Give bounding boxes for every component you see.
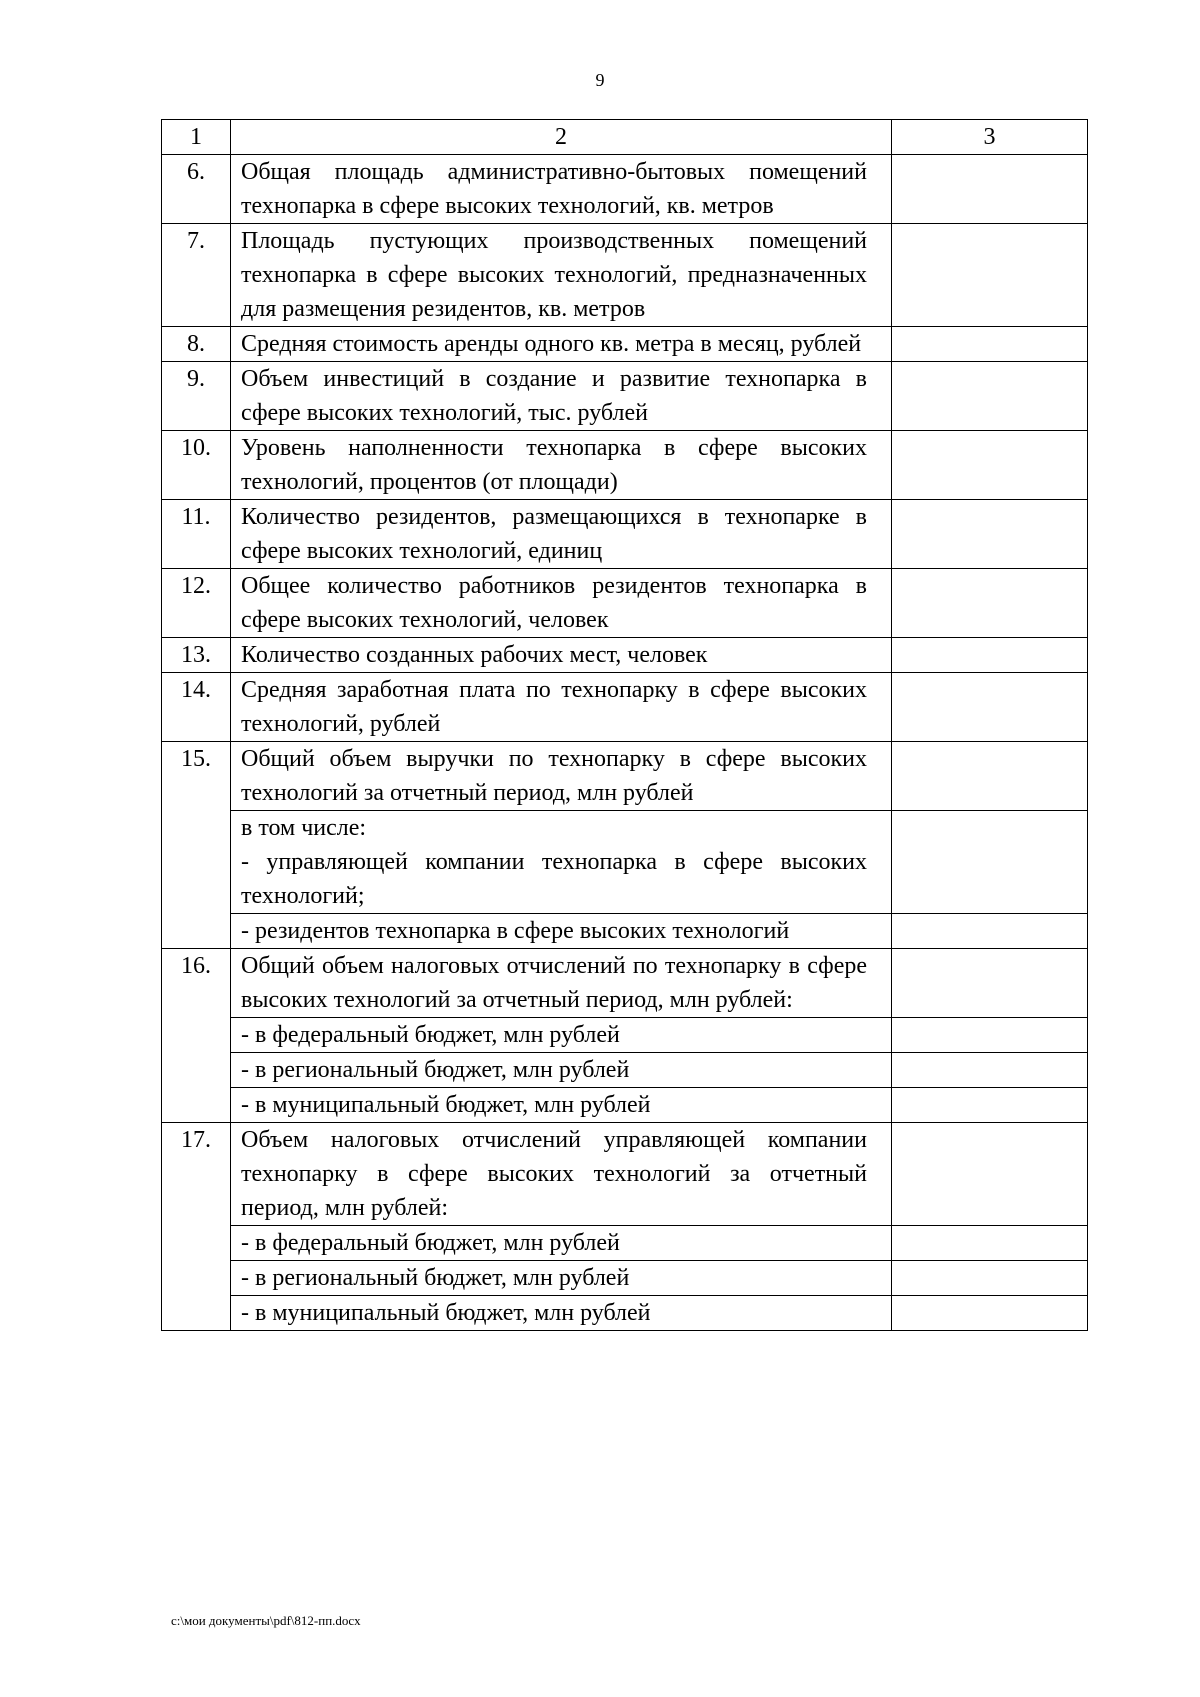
indicator-text: Уровень наполненности технопарка в сфере высоких технологий, процентов (от площади)	[231, 431, 892, 500]
indicator-text: - в региональный бюджет, млн рублей	[231, 1053, 892, 1088]
value-cell	[892, 362, 1088, 431]
row-number: 16.	[162, 949, 231, 1123]
indicator-text-line: в том числе:	[241, 815, 367, 841]
table-subrow	[162, 914, 1088, 949]
indicator-text: - резидентов технопарка в сфере высоких технологий	[231, 914, 892, 949]
row-number: 14.	[162, 673, 231, 742]
header-col-3: 3	[892, 120, 1088, 155]
row-number: 17.	[162, 1123, 231, 1331]
table-row	[162, 431, 1088, 500]
table-row	[162, 224, 1088, 327]
table-row	[162, 362, 1088, 431]
indicator-text: - в федеральный бюджет, млн рублей	[231, 1018, 892, 1053]
value-cell	[892, 431, 1088, 500]
value-cell	[892, 155, 1088, 224]
value-cell	[892, 500, 1088, 569]
table-subrow	[162, 1226, 1088, 1261]
indicator-text: - в федеральный бюджет, млн рублей	[231, 1226, 892, 1261]
row-number: 11.	[162, 500, 231, 569]
row-number: 10.	[162, 431, 231, 500]
table-subrow	[162, 1053, 1088, 1088]
indicator-text: Общая площадь административно-бытовых помещений технопарка в сфере высоких технологий, кв. метров	[231, 155, 892, 224]
value-cell	[892, 742, 1088, 811]
table-row	[162, 949, 1088, 1018]
indicator-text	[231, 811, 892, 914]
value-cell	[892, 949, 1088, 1018]
indicator-text: Количество созданных рабочих мест, человек	[231, 638, 892, 673]
table-row	[162, 327, 1088, 362]
value-cell	[892, 1088, 1088, 1123]
row-number: 13.	[162, 638, 231, 673]
indicator-text: Объем налоговых отчислений управляющей компании технопарку в сфере высоких технологий за отчетный период, млн рублей:	[231, 1123, 892, 1226]
row-number: 6.	[162, 155, 231, 224]
value-cell	[892, 1296, 1088, 1331]
indicator-text: - в региональный бюджет, млн рублей	[231, 1261, 892, 1296]
table-row	[162, 673, 1088, 742]
indicator-text: - в муниципальный бюджет, млн рублей	[231, 1088, 892, 1123]
row-number: 12.	[162, 569, 231, 638]
value-cell	[892, 914, 1088, 949]
indicator-text: Объем инвестиций в создание и развитие технопарка в сфере высоких технологий, тыс. рублей	[231, 362, 892, 431]
value-cell	[892, 569, 1088, 638]
indicators-table-body	[162, 120, 1088, 1331]
row-number: 7.	[162, 224, 231, 327]
value-cell	[892, 327, 1088, 362]
row-number: 8.	[162, 327, 231, 362]
value-cell	[892, 811, 1088, 914]
indicator-text-line: - управляющей компании технопарка в сфере высоких технологий;	[241, 849, 867, 909]
indicator-text: Средняя заработная плата по технопарку в сфере высоких технологий, рублей	[231, 673, 892, 742]
table-subrow	[162, 1018, 1088, 1053]
indicator-text: Площадь пустующих производственных помещений технопарка в сфере высоких технологий, предназначенных для размещения резидентов, кв. метров	[231, 224, 892, 327]
indicator-text: Количество резидентов, размещающихся в технопарке в сфере высоких технологий, единиц	[231, 500, 892, 569]
value-cell	[892, 1123, 1088, 1226]
header-col-1: 1	[162, 120, 231, 155]
indicator-text: Общий объем налоговых отчислений по технопарку в сфере высоких технологий за отчетный период, млн рублей:	[231, 949, 892, 1018]
value-cell	[892, 1261, 1088, 1296]
table-row	[162, 638, 1088, 673]
header-row	[162, 120, 1088, 155]
indicator-text: Общий объем выручки по технопарку в сфере высоких технологий за отчетный период, млн рублей	[231, 742, 892, 811]
value-cell	[892, 673, 1088, 742]
value-cell	[892, 638, 1088, 673]
page-number: 9	[595, 70, 605, 90]
table-subrow	[162, 1261, 1088, 1296]
value-cell	[892, 1018, 1088, 1053]
footer-file-path: c:\мои документы\pdf\812-пп.docx	[171, 1613, 361, 1628]
indicators-table	[161, 119, 1088, 1331]
table-row	[162, 500, 1088, 569]
table-row	[162, 155, 1088, 224]
indicator-text: - в муниципальный бюджет, млн рублей	[231, 1296, 892, 1331]
row-number: 15.	[162, 742, 231, 949]
table-row	[162, 569, 1088, 638]
table-subrow	[162, 811, 1088, 914]
table-row	[162, 1123, 1088, 1226]
value-cell	[892, 1053, 1088, 1088]
table-subrow	[162, 1088, 1088, 1123]
table-subrow	[162, 1296, 1088, 1331]
header-col-2: 2	[231, 120, 892, 155]
table-row	[162, 742, 1088, 811]
value-cell	[892, 224, 1088, 327]
indicator-text: Средняя стоимость аренды одного кв. метра в месяц, рублей	[231, 327, 892, 362]
value-cell	[892, 1226, 1088, 1261]
indicator-text: Общее количество работников резидентов технопарка в сфере высоких технологий, человек	[231, 569, 892, 638]
row-number: 9.	[162, 362, 231, 431]
